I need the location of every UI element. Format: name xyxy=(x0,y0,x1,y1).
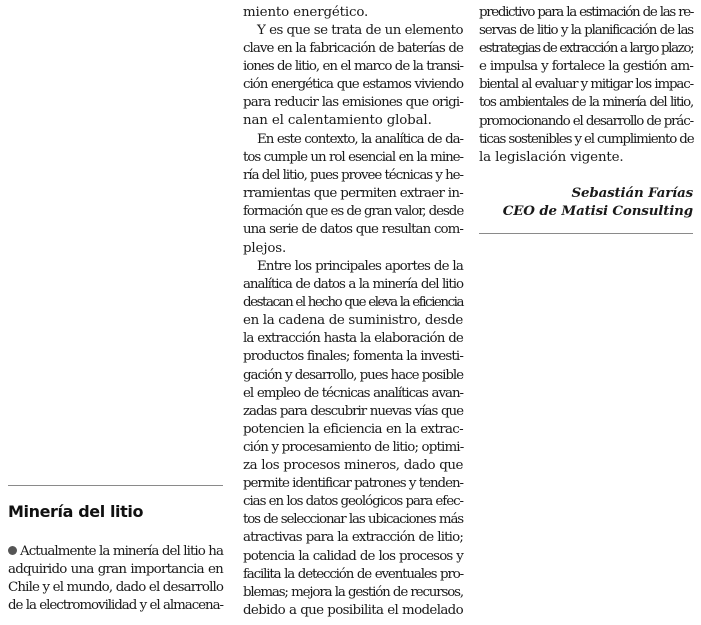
column-middle xyxy=(243,0,463,625)
paragraph-element xyxy=(243,22,463,131)
text-line: biental al evaluar y mitigar los impac- xyxy=(479,77,693,93)
text-line: e impulsa y fortalece la gestión am- xyxy=(479,59,693,75)
paragraph-continued xyxy=(479,4,693,167)
column-right xyxy=(479,0,693,625)
text-line: servas de litio y la planificación de las xyxy=(479,23,693,39)
text-line: en la cadena de suministro, desde xyxy=(243,313,463,329)
text-line: la legislación vigente. xyxy=(479,149,624,165)
paragraph-context xyxy=(243,131,463,258)
text-line: iones de litio, en el marco de la transi- xyxy=(243,59,463,75)
text-line: En este contexto, la analítica de da- xyxy=(257,132,463,147)
signature-name: Sebastián Farías xyxy=(571,185,693,201)
text-line: ticas sostenibles y el cumplimiento de xyxy=(479,131,694,147)
column-left xyxy=(8,0,223,625)
text-line: analítica de datos a la minería del litio xyxy=(243,277,463,293)
text-line: promocionando el desarrollo de prác- xyxy=(479,113,693,129)
bullet-icon xyxy=(8,546,17,555)
text-line: ría del litio, pues provee técnicas y he- xyxy=(243,168,463,184)
text-line: Chile y el mundo, dado el desarrollo xyxy=(8,580,224,596)
text-line: permite identificar patrones y tenden- xyxy=(243,476,463,492)
text-line: plejos. xyxy=(243,240,287,256)
text-line: zadas para descubrir nuevas vías que xyxy=(243,403,463,419)
text-line: clave en la fabricación de baterías de xyxy=(243,41,463,57)
text-line: tos cumple un rol esencial en la mine- xyxy=(243,150,463,166)
text-line: una serie de datos que resultan com- xyxy=(243,222,463,238)
text-line: ción energética que estamos viviendo xyxy=(243,77,463,93)
text-line: gación y desarrollo, pues hace posible xyxy=(243,367,463,383)
section-heading: Minería del litio xyxy=(8,502,144,521)
text-line: productos finales; fomenta la investi- xyxy=(243,349,463,365)
end-divider xyxy=(479,233,693,234)
text-line: debido a que posibilita el modelado xyxy=(243,602,463,618)
text-line: ción y procesamiento de litio; optimi- xyxy=(243,439,464,455)
section-divider xyxy=(8,485,223,486)
paragraph-contributions xyxy=(243,258,463,620)
text-line: de la electromovilidad y el almacena- xyxy=(8,598,223,614)
text-line: rramientas que permiten extraer in- xyxy=(243,186,463,202)
paragraph-intro xyxy=(8,543,223,615)
text-line: tos de seleccionar las ubicaciones más xyxy=(243,512,463,528)
text-line: facilita la detección de eventuales pro- xyxy=(243,566,463,582)
paragraph-continued xyxy=(243,4,463,22)
text-line: Entre los principales aportes de la xyxy=(257,259,463,274)
text-line: estrategias de extracción a largo plazo; xyxy=(479,41,694,57)
text-line: blemas; mejora la gestión de recursos, xyxy=(243,584,463,600)
text-line: para reducir las emisiones que origi- xyxy=(243,95,463,111)
text-line: miento energético. xyxy=(243,5,369,20)
text-line: tos ambientales de la minería del litio, xyxy=(479,95,693,111)
text-line: destacan el hecho que eleva la eficiencia xyxy=(243,295,463,311)
text-line: la extracción hasta la elaboración de xyxy=(243,331,463,347)
text-line: predictivo para la estimación de las re- xyxy=(479,5,693,20)
text-line: Y es que se trata de un elemento xyxy=(257,23,463,38)
text-line: formación que es de gran valor, desde xyxy=(243,204,464,220)
signature-title: CEO de Matisi Consulting xyxy=(502,203,693,219)
text-line: cias en los datos geológicos para efec- xyxy=(243,494,463,510)
text-line: nan el calentamiento global. xyxy=(243,113,432,129)
text-line: el empleo de técnicas analíticas avan- xyxy=(243,385,463,401)
text-line: adquirido una gran importancia en xyxy=(8,562,223,578)
text-line: za los procesos mineros, dado que xyxy=(243,458,463,474)
text-line: atractivas para la extracción de litio; xyxy=(243,530,463,546)
text-line: Actualmente la minería del litio ha xyxy=(20,544,223,559)
text-line: potencia la calidad de los procesos y xyxy=(243,548,463,564)
text-line: potencien la eficiencia en la extrac- xyxy=(243,421,463,437)
